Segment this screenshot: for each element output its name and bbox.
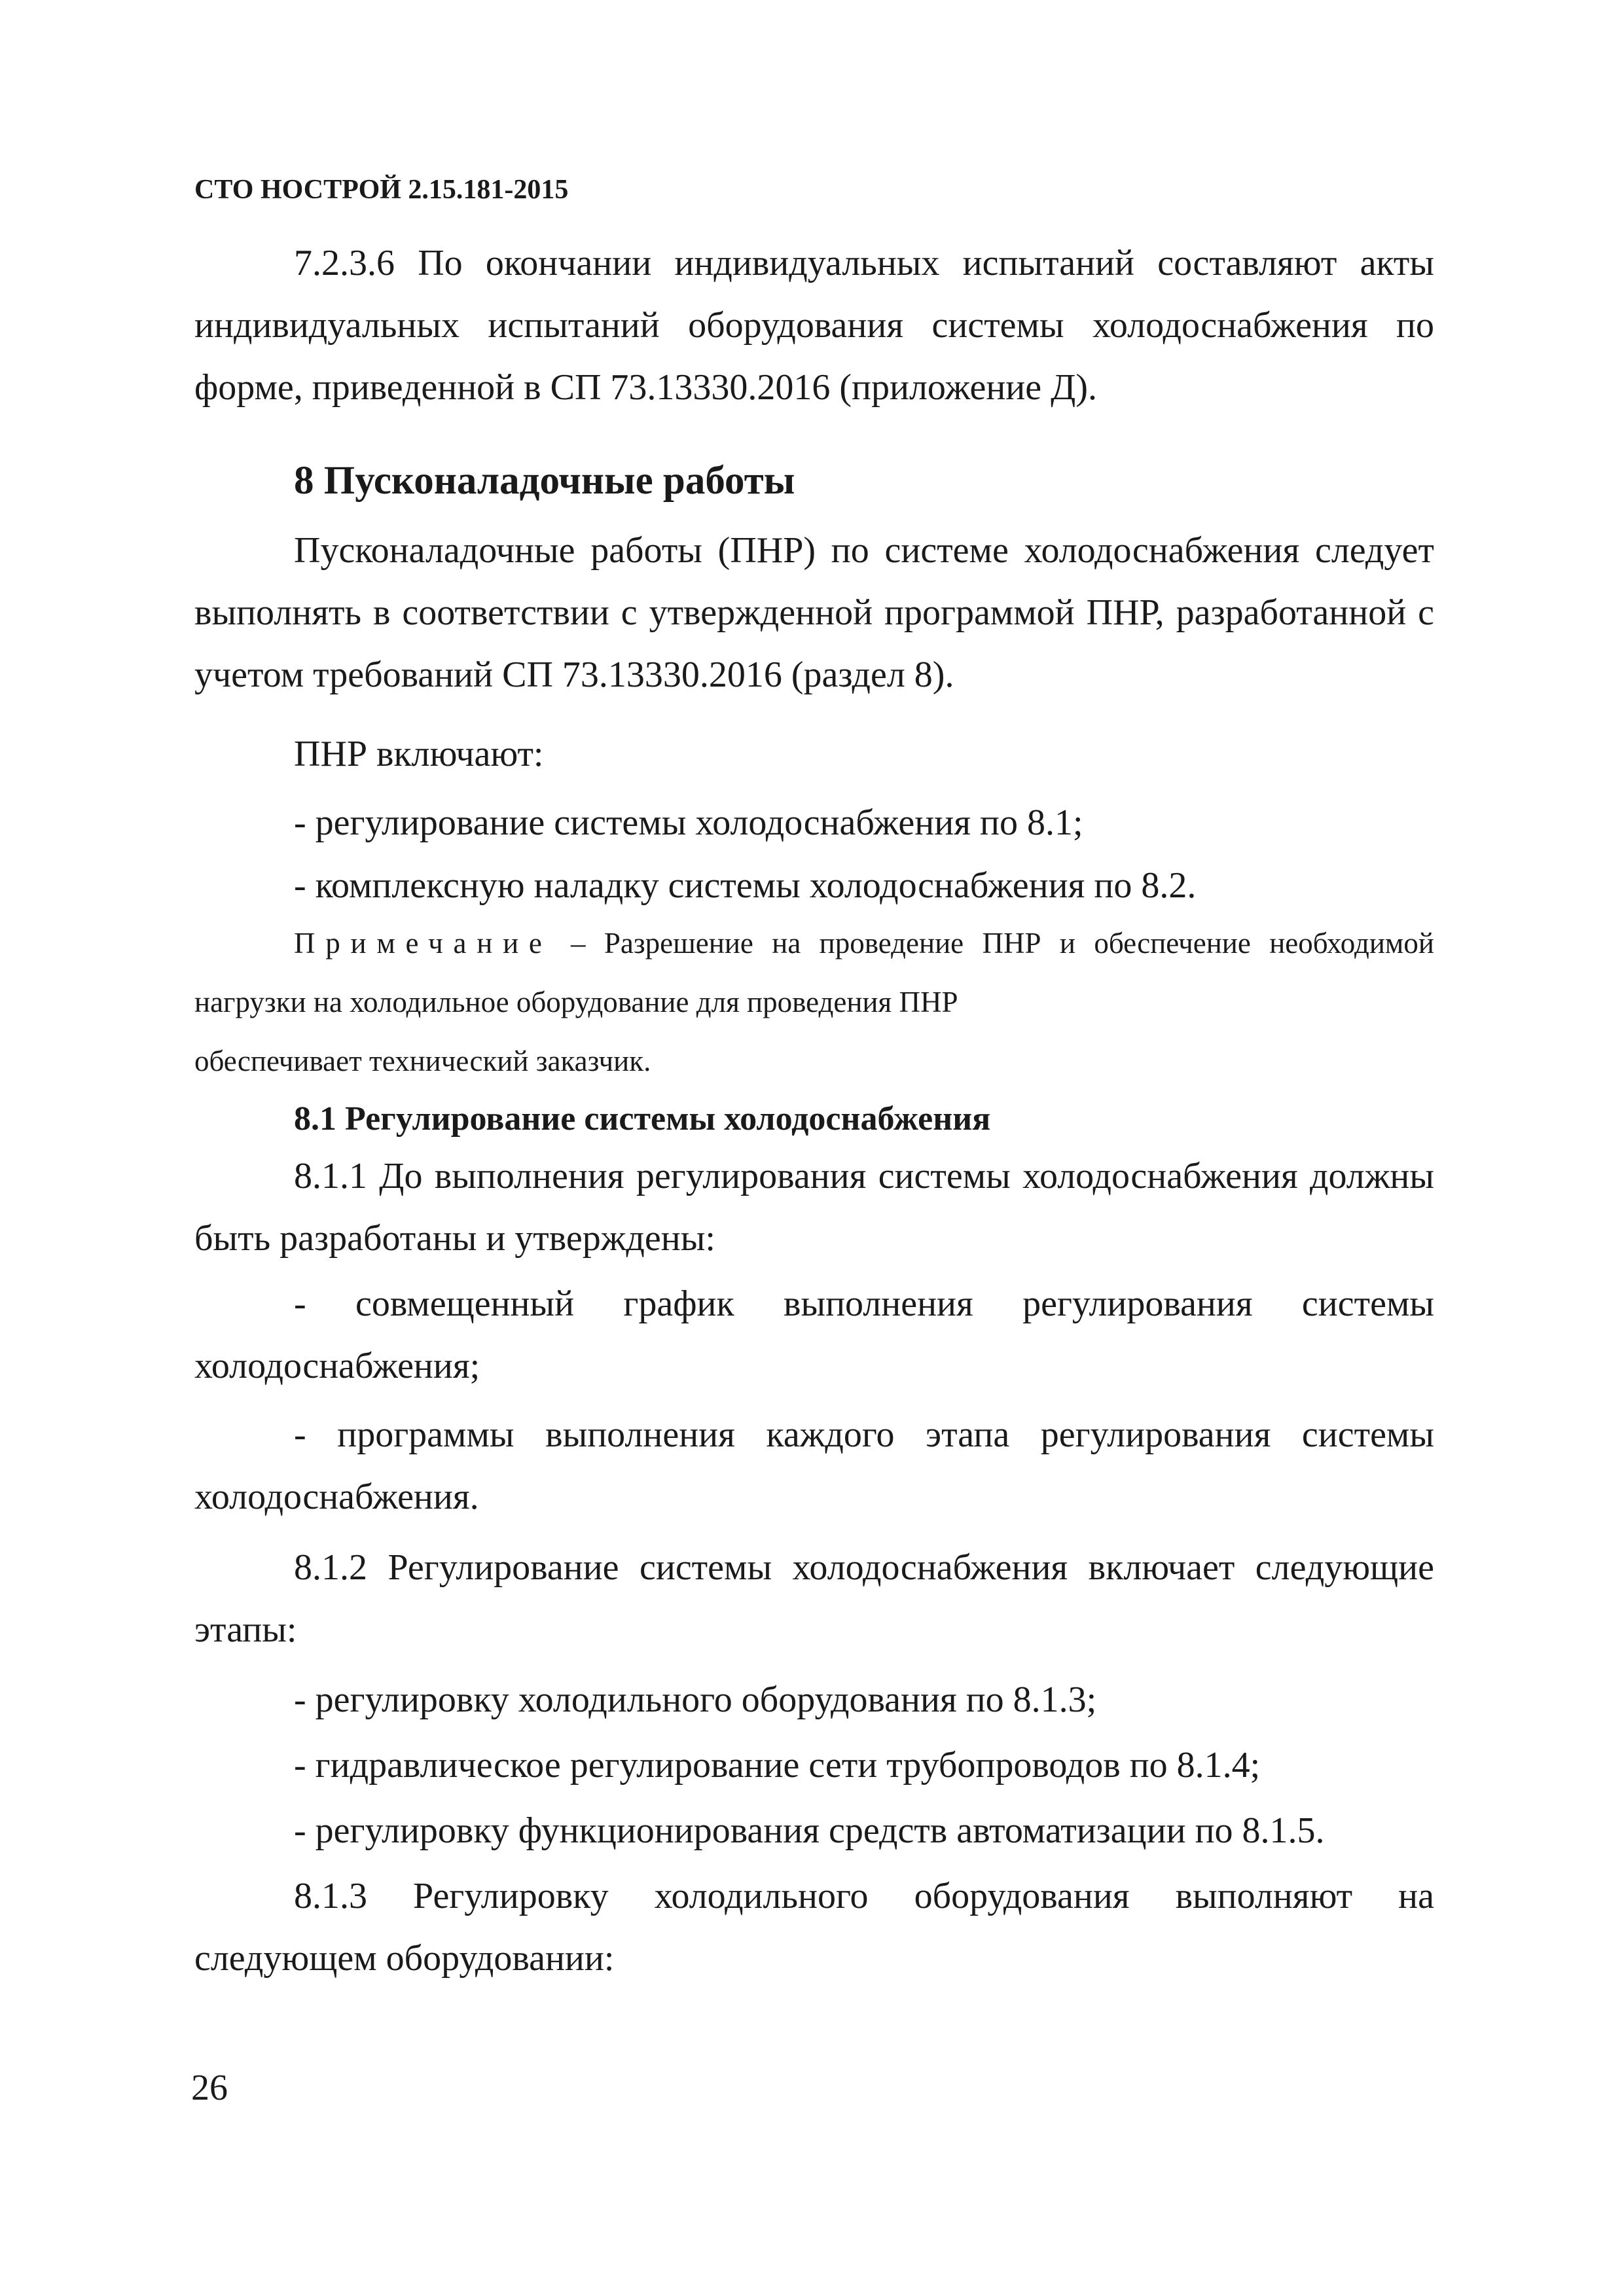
- list-item: - программы выполнения каждого этапа регулирования системы холодоснабжения.: [194, 1414, 1434, 1517]
- note-label: Примечание: [294, 927, 552, 960]
- note: [194, 914, 1434, 1031]
- paragraph-7-2-3-6: 7.2.3.6 По окончании индивидуальных испытаний составляют акты индивидуальных испытаний оборудования системы холодоснабжения по форме, приведенной в СП 73.13330.2016 (приложение Д).: [194, 243, 1434, 408]
- paragraph-8-1-3: 8.1.3 Регулировку холодильного оборудования выполняют на следующем оборудовании:: [194, 1876, 1434, 1979]
- list-item: - регулировку функционирования средств автоматизации по 8.1.5.: [294, 1810, 1325, 1851]
- list-item: - совмещенный график выполнения регулирования системы холодоснабжения;: [194, 1283, 1434, 1386]
- list-item: - регулировку холодильного оборудования по 8.1.3;: [294, 1679, 1097, 1720]
- paragraph-8-1-1: 8.1.1 До выполнения регулирования системы холодоснабжения должны быть разработаны и утверждены:: [194, 1156, 1434, 1259]
- note-end: обеспечивает технический заказчик.: [194, 1045, 651, 1077]
- section-8-title: 8 Пусконаладочные работы: [294, 459, 795, 503]
- section-8-intro: Пусконаладочные работы (ПНР) по системе холодоснабжения следует выполнять в соответствии с утвержденной программой ПНР, разработанной с учетом требований СП 73.13330.2016 (раздел 8).: [194, 530, 1434, 695]
- pnr-includes-lead: ПНР включают:: [294, 734, 544, 774]
- paragraph-8-1-2: 8.1.2 Регулирование системы холодоснабжения включает следующие этапы:: [194, 1547, 1434, 1650]
- list-item: - регулирование системы холодоснабжения по 8.1;: [294, 802, 1083, 843]
- list-item: - гидравлическое регулирование сети трубопроводов по 8.1.4;: [294, 1745, 1261, 1785]
- note-text: – Разрешение на проведение ПНР и обеспечение необходимой нагрузки на холодильное оборудование для проведения ПНР: [194, 927, 1434, 1018]
- list-item: - комплексную наладку системы холодоснабжения по 8.2.: [294, 865, 1197, 906]
- document-header: СТО НОСТРОЙ 2.15.181-2015: [194, 175, 569, 205]
- section-8-1-title: 8.1 Регулирование системы холодоснабжения: [294, 1100, 991, 1138]
- page-number: 26: [191, 2068, 228, 2108]
